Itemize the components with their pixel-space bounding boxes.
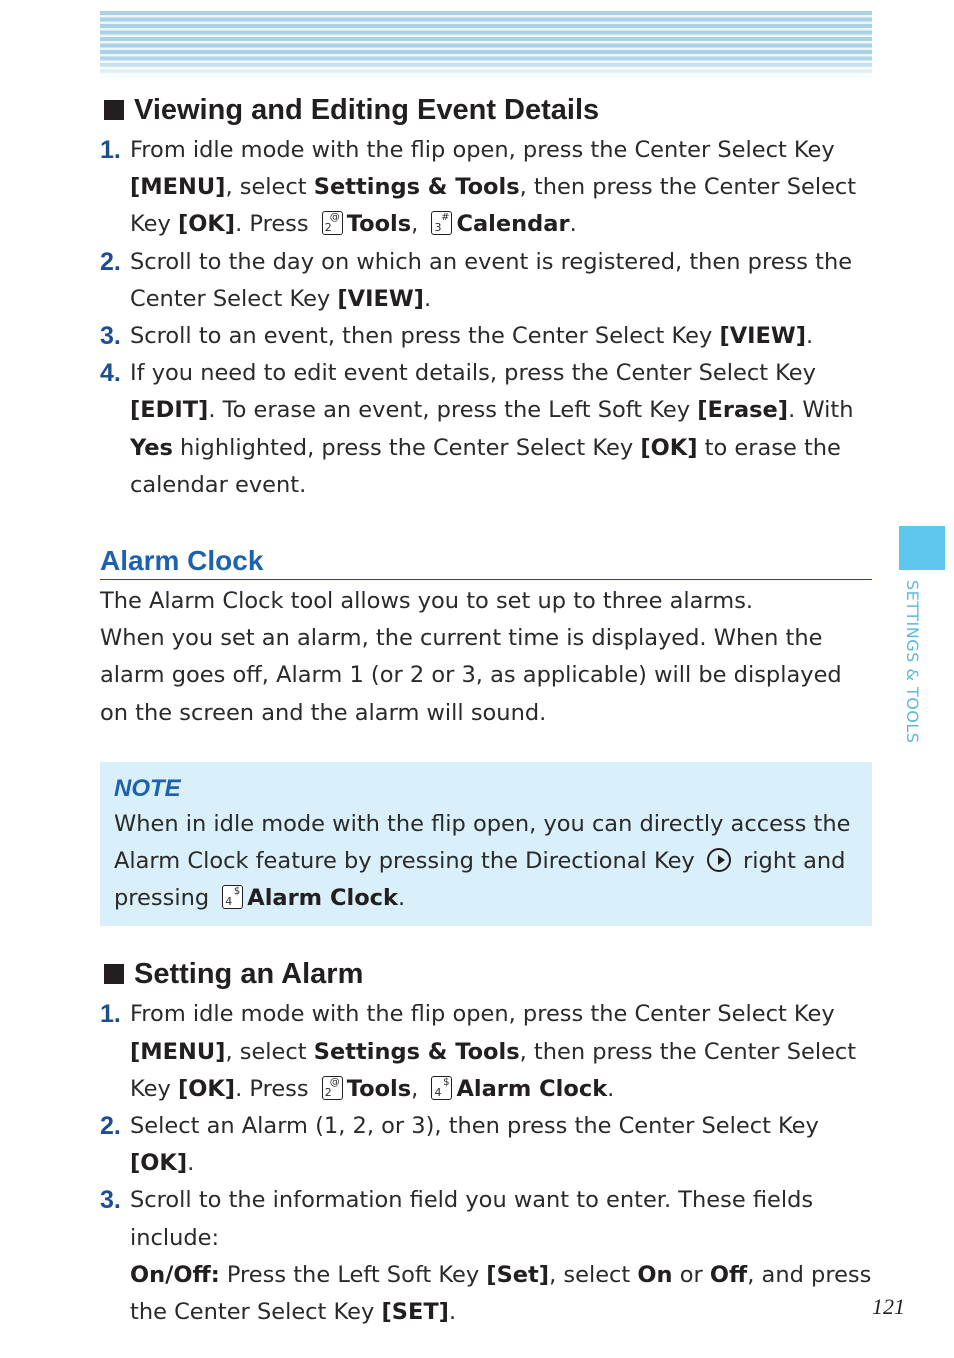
section-title: Setting an Alarm (134, 958, 364, 991)
chapter-tab (899, 526, 945, 570)
step-number: 1. (100, 1000, 121, 1029)
step-text: . Press (235, 1075, 316, 1102)
keypad-4-icon: $ 4 (431, 1076, 452, 1100)
step-number: 3. (100, 1186, 121, 1215)
step-text: , (411, 1075, 426, 1102)
menu-label: Tools (346, 211, 412, 238)
step-text: From idle mode with the flip open, press the Center Select Key (130, 1001, 835, 1028)
square-bullet-icon (104, 100, 124, 120)
step-text: . Press (235, 211, 316, 238)
step-item (100, 1108, 872, 1182)
key-label: [Set] (486, 1261, 550, 1288)
step-item (100, 355, 872, 504)
alarm-intro: The Alarm Clock tool allows you to set up to three alarms. (100, 588, 754, 615)
menu-label: Tools (346, 1075, 412, 1102)
step-number: 3. (100, 322, 121, 351)
key-label: [EDIT] (130, 397, 209, 424)
step-text: From idle mode with the flip open, press the Center Select Key (130, 137, 835, 163)
square-bullet-icon (104, 964, 124, 984)
step-item (100, 996, 872, 1108)
menu-label: Alarm Clock (247, 885, 398, 912)
step-text: or (672, 1261, 710, 1288)
note-text-part: . (397, 885, 406, 912)
step-text: Scroll to an event, then press the Center Select Key (130, 323, 720, 350)
page-number: 121 (872, 1294, 905, 1319)
chapter-label: SETTINGS & TOOLS (903, 580, 922, 744)
step-text: , select (225, 174, 314, 201)
step-item (100, 1182, 872, 1331)
step-text: . (187, 1150, 195, 1177)
keypad-4-icon: $ 4 (222, 885, 243, 909)
step-text: . (607, 1075, 615, 1102)
key-label: [VIEW] (719, 323, 806, 350)
key-label: [OK] (177, 1075, 236, 1102)
keypad-2-icon: @ 2 (322, 1076, 343, 1100)
section-title: Viewing and Editing Event Details (134, 94, 600, 126)
step-text: . (569, 211, 577, 238)
note-box (100, 762, 872, 927)
step-number: 2. (100, 1112, 121, 1141)
keypad-2-icon: @ 2 (322, 211, 343, 235)
step-text: highlighted, press the Center Select Key (172, 434, 641, 461)
key-label: [VIEW] (337, 285, 424, 312)
menu-label: Settings & Tools (313, 1038, 520, 1065)
step-text: to erase the calendar event. (130, 434, 841, 498)
step-item (100, 132, 872, 244)
section-heading-viewing (100, 88, 872, 132)
step-text: , then press the Center Select Key (130, 1038, 857, 1102)
steps-list-viewing (100, 132, 872, 504)
note-text (114, 806, 858, 918)
step-text: Scroll to the information field you want to enter. These fields include: (130, 1187, 814, 1251)
key-label: [OK] (640, 434, 698, 461)
step-text: . (448, 1299, 457, 1326)
directional-key-right-icon (707, 848, 731, 872)
note-text-part: When in idle mode with the flip open, you can directly access the Alarm Clock feature by pressing the Directional Key (114, 810, 851, 875)
step-text: , and press the Center Select Key (130, 1261, 872, 1326)
step-text: Press the Left Soft Key (219, 1261, 487, 1288)
option-label: Off (709, 1261, 748, 1288)
steps-list-setting-alarm (100, 996, 872, 1331)
step-text: , select (225, 1038, 314, 1065)
key-label: [MENU] (130, 174, 226, 201)
key-label: [Erase] (697, 397, 789, 424)
step-text: , then press the Center Select Key (130, 174, 857, 238)
keypad-3-icon: # 3 (431, 211, 452, 235)
step-number: 4. (100, 359, 121, 388)
step-text: . (423, 285, 432, 312)
step-text: , (411, 211, 426, 238)
option-label: On (637, 1261, 673, 1288)
menu-label: Calendar (456, 211, 570, 238)
alarm-description: When you set an alarm, the current time is displayed. When the alarm goes off, Alarm 1 (or 2 or 3, as applicable) will be displayed on the screen and the alarm will sound. (100, 625, 842, 726)
step-text: , select (549, 1261, 638, 1288)
menu-label: Settings & Tools (313, 174, 520, 201)
header-banner (100, 11, 872, 79)
key-label: [OK] (177, 211, 236, 238)
field-label: On/Off: (130, 1261, 220, 1288)
key-label: [SET] (381, 1299, 449, 1326)
note-text-part: right and pressing (114, 848, 846, 912)
section-heading-setting-alarm (100, 952, 872, 996)
option-label: Yes (130, 434, 173, 461)
step-number: 2. (100, 247, 121, 276)
step-text: Scroll to the day on which an event is registered, then press the Center Select Key (130, 248, 853, 312)
subsection-heading-alarm-clock: Alarm Clock (100, 543, 872, 580)
menu-label: Alarm Clock (456, 1075, 608, 1102)
page-content (100, 88, 872, 1331)
key-label: [OK] (130, 1150, 188, 1177)
step-text: . To erase an event, press the Left Soft Key (208, 397, 698, 424)
step-text: . With (788, 397, 854, 424)
step-number: 1. (100, 136, 121, 164)
step-text: . (806, 323, 814, 350)
step-text: Select an Alarm (1, 2, or 3), then press the Center Select Key (130, 1113, 819, 1140)
step-text: If you need to edit event details, press the Center Select Key (130, 360, 816, 387)
note-title: NOTE (114, 774, 181, 802)
step-item (100, 318, 872, 355)
step-item (100, 244, 872, 318)
key-label: [MENU] (130, 1038, 226, 1065)
